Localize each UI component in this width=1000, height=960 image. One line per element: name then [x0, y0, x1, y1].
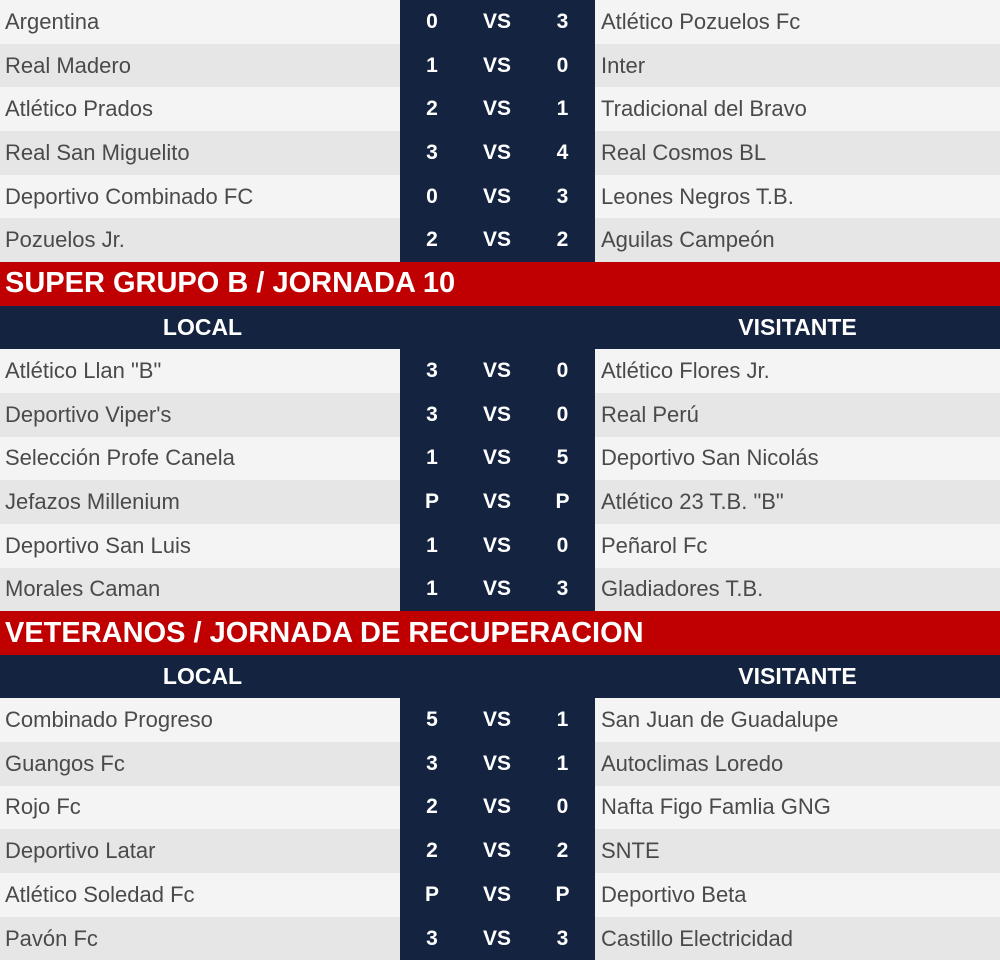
score-block	[400, 698, 595, 742]
local-team: Rojo Fc	[5, 794, 81, 820]
score-block	[400, 87, 595, 131]
local-team: Real Madero	[5, 52, 131, 78]
visit-score: 1	[556, 708, 569, 732]
score-block	[400, 131, 595, 175]
local-team: Combinado Progreso	[5, 707, 213, 733]
visit-team: Deportivo San Nicolás	[601, 445, 819, 471]
visit-score: 4	[556, 140, 569, 164]
match-group	[0, 611, 1000, 960]
local-score: 2	[426, 839, 438, 863]
score-block	[400, 218, 595, 262]
local-score: 0	[426, 9, 438, 33]
visit-team: Castillo Electricidad	[601, 925, 793, 951]
vs-label: VS	[482, 446, 511, 470]
vs-label: VS	[482, 926, 511, 950]
match-row	[0, 480, 1000, 524]
score-block	[400, 0, 595, 44]
local-score: 1	[426, 53, 438, 77]
visit-score: 3	[556, 577, 569, 601]
visit-score: 0	[556, 358, 569, 382]
local-score: 3	[426, 402, 438, 426]
visit-team: Gladiadores T.B.	[601, 576, 764, 602]
local-score: P	[424, 490, 439, 514]
vs-label: VS	[482, 358, 511, 382]
visit-score: 0	[556, 533, 569, 557]
visit-team: Inter	[601, 52, 646, 78]
score-block	[400, 829, 595, 873]
local-team: Deportivo Latar	[5, 838, 156, 864]
visit-score: 0	[556, 402, 569, 426]
visit-team: Atlético Pozuelos Fc	[601, 8, 801, 34]
local-score: 3	[426, 358, 438, 382]
match-row	[0, 218, 1000, 262]
visit-team: Real Perú	[601, 401, 699, 427]
visit-score: P	[555, 882, 570, 906]
score-block	[400, 786, 595, 830]
local-header: LOCAL	[162, 313, 243, 340]
local-score: 2	[426, 97, 438, 121]
local-team: Jefazos Millenium	[5, 489, 180, 515]
local-team: Argentina	[5, 8, 100, 34]
visit-score: 2	[556, 839, 569, 863]
visit-score: 2	[556, 228, 569, 252]
vs-label: VS	[482, 839, 511, 863]
score-block	[400, 524, 595, 568]
match-row	[0, 524, 1000, 568]
local-team: Atlético Prados	[5, 96, 153, 122]
score-block	[400, 917, 595, 960]
visit-team: Nafta Figo Famlia GNG	[601, 794, 831, 820]
match-row	[0, 131, 1000, 175]
local-score: 1	[426, 533, 438, 557]
visit-team: Deportivo Beta	[601, 881, 747, 907]
vs-label: VS	[482, 490, 511, 514]
visit-header: VISITANTE	[738, 313, 857, 340]
score-block	[400, 437, 595, 481]
local-header: LOCAL	[162, 663, 243, 689]
visit-team: Atlético 23 T.B. "B"	[601, 489, 784, 515]
vs-label: VS	[482, 228, 511, 252]
vs-label: VS	[482, 402, 511, 426]
visit-team: Peñarol Fc	[601, 532, 708, 558]
local-score: 1	[426, 577, 438, 601]
score-block	[400, 175, 595, 219]
local-score: 3	[426, 926, 438, 950]
visit-team: Real Cosmos BL	[601, 139, 767, 165]
match-row	[0, 742, 1000, 786]
visit-team: SNTE	[601, 838, 660, 864]
group-title: VETERANOS / JORNADA DE RECUPERACION	[0, 611, 1000, 655]
column-header	[0, 655, 1000, 699]
vs-label: VS	[482, 9, 511, 33]
vs-label: VS	[482, 577, 511, 601]
vs-label: VS	[482, 140, 511, 164]
visit-team: Tradicional del Bravo	[601, 96, 807, 122]
score-block	[400, 480, 595, 524]
visit-score: 1	[556, 97, 569, 121]
local-score: 2	[426, 228, 438, 252]
match-row	[0, 437, 1000, 481]
local-team: Deportivo Combinado FC	[5, 183, 254, 209]
local-team: Guangos Fc	[5, 750, 125, 776]
visit-team: Atlético Flores Jr.	[601, 357, 770, 383]
visit-score: 0	[556, 795, 569, 819]
visit-score: P	[555, 490, 570, 514]
match-row	[0, 0, 1000, 44]
local-score: 3	[426, 751, 438, 775]
local-team: Atlético Soledad Fc	[5, 881, 195, 907]
local-team: Pavón Fc	[5, 925, 98, 951]
visit-score: 3	[556, 926, 569, 950]
local-score: 0	[426, 184, 438, 208]
match-row	[0, 786, 1000, 830]
visit-team: Autoclimas Loredo	[601, 750, 784, 776]
score-block	[400, 873, 595, 917]
score-block	[400, 742, 595, 786]
vs-label: VS	[482, 751, 511, 775]
vs-label: VS	[482, 795, 511, 819]
vs-label: VS	[482, 97, 511, 121]
visit-team: Aguilas Campeón	[601, 227, 775, 253]
match-row	[0, 568, 1000, 612]
vs-label: VS	[482, 53, 511, 77]
local-team: Deportivo San Luis	[5, 532, 191, 558]
local-team: Deportivo Viper's	[5, 401, 172, 427]
match-group	[0, 262, 1000, 611]
column-header	[0, 306, 1000, 350]
score-block	[400, 44, 595, 88]
score-block	[400, 349, 595, 393]
match-row	[0, 393, 1000, 437]
match-row	[0, 349, 1000, 393]
visit-team: San Juan de Guadalupe	[601, 707, 839, 733]
local-score: 2	[426, 795, 438, 819]
visit-score: 3	[556, 184, 569, 208]
local-team: Real San Miguelito	[5, 139, 190, 165]
local-team: Pozuelos Jr.	[5, 227, 125, 253]
match-row	[0, 44, 1000, 88]
local-score: 3	[426, 140, 438, 164]
local-team: Selección Profe Canela	[5, 445, 235, 471]
vs-label: VS	[482, 533, 511, 557]
score-block	[400, 393, 595, 437]
visit-score: 1	[556, 751, 569, 775]
visit-team: Leones Negros T.B.	[601, 183, 794, 209]
match-row	[0, 698, 1000, 742]
visit-score: 3	[556, 9, 569, 33]
vs-label: VS	[482, 184, 511, 208]
local-team: Atlético Llan "B"	[5, 357, 162, 383]
local-score: P	[424, 882, 439, 906]
match-group	[0, 0, 1000, 262]
match-row	[0, 175, 1000, 219]
vs-label: VS	[482, 708, 511, 732]
visit-score: 0	[556, 53, 569, 77]
visit-header: VISITANTE	[738, 663, 857, 689]
match-row	[0, 829, 1000, 873]
match-row	[0, 87, 1000, 131]
vs-label: VS	[482, 882, 511, 906]
visit-score: 5	[556, 446, 569, 470]
local-team: Morales Caman	[5, 576, 161, 602]
match-row	[0, 873, 1000, 917]
group-title: SUPER GRUPO B / JORNADA 10	[0, 262, 1000, 306]
match-row	[0, 917, 1000, 960]
local-score: 1	[426, 446, 438, 470]
local-score: 5	[426, 708, 438, 732]
score-block	[400, 568, 595, 612]
